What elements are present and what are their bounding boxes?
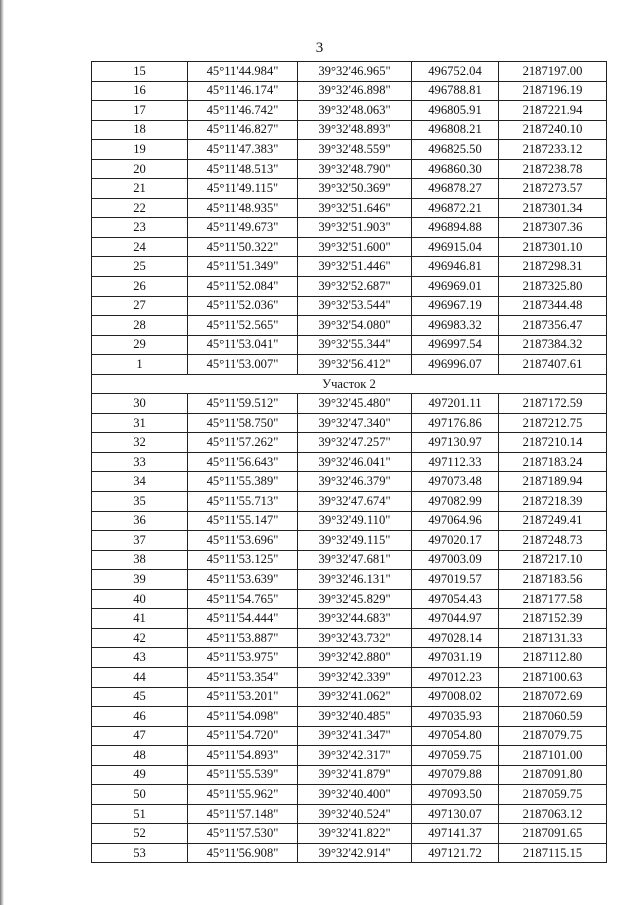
point-number-cell: 25: [92, 257, 188, 277]
x-coordinate-cell: 497121.72: [412, 843, 499, 863]
latitude-cell: 45°11'53.007": [188, 355, 298, 375]
x-coordinate-cell: 496983.32: [412, 316, 499, 336]
table-row: [92, 628, 607, 648]
y-coordinate-cell: 2187091.65: [499, 824, 607, 844]
longitude-cell: 39°32'42.317": [298, 746, 412, 766]
latitude-cell: 45°11'48.513": [188, 159, 298, 179]
point-number-cell: 42: [92, 628, 188, 648]
longitude-cell: 39°32'51.600": [298, 237, 412, 257]
table-row: [92, 765, 607, 785]
x-coordinate-cell: 497031.19: [412, 648, 499, 668]
point-number-cell: 16: [92, 81, 188, 101]
point-number-cell: 23: [92, 218, 188, 238]
x-coordinate-cell: 496915.04: [412, 237, 499, 257]
latitude-cell: 45°11'59.512": [188, 394, 298, 414]
latitude-cell: 45°11'57.530": [188, 824, 298, 844]
latitude-cell: 45°11'58.750": [188, 413, 298, 433]
latitude-cell: 45°11'53.696": [188, 531, 298, 551]
longitude-cell: 39°32'49.110": [298, 511, 412, 531]
x-coordinate-cell: 497093.50: [412, 785, 499, 805]
point-number-cell: 48: [92, 746, 188, 766]
x-coordinate-cell: 497035.93: [412, 707, 499, 727]
latitude-cell: 45°11'54.098": [188, 707, 298, 727]
longitude-cell: 39°32'45.480": [298, 394, 412, 414]
table-row: [92, 433, 607, 453]
point-number-cell: 1: [92, 355, 188, 375]
table-row: [92, 120, 607, 140]
x-coordinate-cell: 497176.86: [412, 413, 499, 433]
y-coordinate-cell: 2187112.80: [499, 648, 607, 668]
point-number-cell: 53: [92, 843, 188, 863]
y-coordinate-cell: 2187301.10: [499, 237, 607, 257]
point-number-cell: 38: [92, 550, 188, 570]
longitude-cell: 39°32'54.080": [298, 316, 412, 336]
x-coordinate-cell: 496860.30: [412, 159, 499, 179]
latitude-cell: 45°11'52.084": [188, 277, 298, 297]
y-coordinate-cell: 2187356.47: [499, 316, 607, 336]
table-row: [92, 531, 607, 551]
table-row: [92, 667, 607, 687]
section-title: Участок 2: [92, 374, 607, 394]
y-coordinate-cell: 2187131.33: [499, 628, 607, 648]
point-number-cell: 30: [92, 394, 188, 414]
point-number-cell: 28: [92, 316, 188, 336]
x-coordinate-cell: 497079.88: [412, 765, 499, 785]
longitude-cell: 39°32'46.379": [298, 472, 412, 492]
point-number-cell: 51: [92, 804, 188, 824]
latitude-cell: 45°11'54.765": [188, 589, 298, 609]
point-number-cell: 21: [92, 179, 188, 199]
section-row: [92, 374, 607, 394]
point-number-cell: 26: [92, 277, 188, 297]
table-row: [92, 413, 607, 433]
longitude-cell: 39°32'46.131": [298, 570, 412, 590]
latitude-cell: 45°11'53.975": [188, 648, 298, 668]
longitude-cell: 39°32'52.687": [298, 277, 412, 297]
table-row: [92, 726, 607, 746]
table-row: [92, 687, 607, 707]
point-number-cell: 34: [92, 472, 188, 492]
table-row: [92, 62, 607, 82]
x-coordinate-cell: 497112.33: [412, 452, 499, 472]
table-row: [92, 335, 607, 355]
longitude-cell: 39°32'49.115": [298, 531, 412, 551]
y-coordinate-cell: 2187079.75: [499, 726, 607, 746]
longitude-cell: 39°32'46.041": [298, 452, 412, 472]
table-row: [92, 472, 607, 492]
table-row: [92, 355, 607, 375]
x-coordinate-cell: 497054.43: [412, 589, 499, 609]
x-coordinate-cell: 496878.27: [412, 179, 499, 199]
x-coordinate-cell: 496788.81: [412, 81, 499, 101]
y-coordinate-cell: 2187307.36: [499, 218, 607, 238]
scan-edge-shadow: [0, 0, 4, 905]
longitude-cell: 39°32'55.344": [298, 335, 412, 355]
y-coordinate-cell: 2187407.61: [499, 355, 607, 375]
x-coordinate-cell: 496946.81: [412, 257, 499, 277]
x-coordinate-cell: 497059.75: [412, 746, 499, 766]
y-coordinate-cell: 2187301.34: [499, 198, 607, 218]
latitude-cell: 45°11'57.148": [188, 804, 298, 824]
y-coordinate-cell: 2187298.31: [499, 257, 607, 277]
point-number-cell: 20: [92, 159, 188, 179]
y-coordinate-cell: 2187238.78: [499, 159, 607, 179]
latitude-cell: 45°11'53.639": [188, 570, 298, 590]
x-coordinate-cell: 497130.07: [412, 804, 499, 824]
longitude-cell: 39°32'51.903": [298, 218, 412, 238]
y-coordinate-cell: 2187172.59: [499, 394, 607, 414]
latitude-cell: 45°11'54.444": [188, 609, 298, 629]
latitude-cell: 45°11'53.041": [188, 335, 298, 355]
latitude-cell: 45°11'54.893": [188, 746, 298, 766]
table-row: [92, 257, 607, 277]
x-coordinate-cell: 496894.88: [412, 218, 499, 238]
latitude-cell: 45°11'46.174": [188, 81, 298, 101]
y-coordinate-cell: 2187183.24: [499, 452, 607, 472]
longitude-cell: 39°32'47.340": [298, 413, 412, 433]
latitude-cell: 45°11'55.539": [188, 765, 298, 785]
table-row: [92, 785, 607, 805]
y-coordinate-cell: 2187233.12: [499, 140, 607, 160]
x-coordinate-cell: 496996.07: [412, 355, 499, 375]
longitude-cell: 39°32'46.965": [298, 62, 412, 82]
longitude-cell: 39°32'41.062": [298, 687, 412, 707]
latitude-cell: 45°11'55.389": [188, 472, 298, 492]
y-coordinate-cell: 2187072.69: [499, 687, 607, 707]
longitude-cell: 39°32'47.257": [298, 433, 412, 453]
table-row: [92, 179, 607, 199]
y-coordinate-cell: 2187060.59: [499, 707, 607, 727]
point-number-cell: 31: [92, 413, 188, 433]
table-row: [92, 492, 607, 512]
longitude-cell: 39°32'48.893": [298, 120, 412, 140]
y-coordinate-cell: 2187183.56: [499, 570, 607, 590]
point-number-cell: 37: [92, 531, 188, 551]
longitude-cell: 39°32'41.347": [298, 726, 412, 746]
point-number-cell: 24: [92, 237, 188, 257]
point-number-cell: 52: [92, 824, 188, 844]
longitude-cell: 39°32'51.646": [298, 198, 412, 218]
table-row: [92, 570, 607, 590]
longitude-cell: 39°32'41.822": [298, 824, 412, 844]
y-coordinate-cell: 2187196.19: [499, 81, 607, 101]
y-coordinate-cell: 2187384.32: [499, 335, 607, 355]
y-coordinate-cell: 2187091.80: [499, 765, 607, 785]
y-coordinate-cell: 2187344.48: [499, 296, 607, 316]
y-coordinate-cell: 2187197.00: [499, 62, 607, 82]
point-number-cell: 39: [92, 570, 188, 590]
table-row: [92, 511, 607, 531]
x-coordinate-cell: 497064.96: [412, 511, 499, 531]
table-row: [92, 452, 607, 472]
table-row: [92, 237, 607, 257]
x-coordinate-cell: 497082.99: [412, 492, 499, 512]
x-coordinate-cell: 497008.02: [412, 687, 499, 707]
longitude-cell: 39°32'40.524": [298, 804, 412, 824]
x-coordinate-cell: 496969.01: [412, 277, 499, 297]
point-number-cell: 40: [92, 589, 188, 609]
point-number-cell: 49: [92, 765, 188, 785]
table-row: [92, 804, 607, 824]
longitude-cell: 39°32'53.544": [298, 296, 412, 316]
table-row: [92, 101, 607, 121]
y-coordinate-cell: 2187249.41: [499, 511, 607, 531]
table-row: [92, 218, 607, 238]
latitude-cell: 45°11'51.349": [188, 257, 298, 277]
latitude-cell: 45°11'55.147": [188, 511, 298, 531]
x-coordinate-cell: 496967.19: [412, 296, 499, 316]
longitude-cell: 39°32'46.898": [298, 81, 412, 101]
longitude-cell: 39°32'45.829": [298, 589, 412, 609]
x-coordinate-cell: 496752.04: [412, 62, 499, 82]
table-row: [92, 316, 607, 336]
longitude-cell: 39°32'40.400": [298, 785, 412, 805]
latitude-cell: 45°11'46.742": [188, 101, 298, 121]
table-row: [92, 589, 607, 609]
longitude-cell: 39°32'42.914": [298, 843, 412, 863]
y-coordinate-cell: 2187218.39: [499, 492, 607, 512]
y-coordinate-cell: 2187100.63: [499, 667, 607, 687]
x-coordinate-cell: 497020.17: [412, 531, 499, 551]
table-row: [92, 81, 607, 101]
latitude-cell: 45°11'57.262": [188, 433, 298, 453]
coordinates-table: [91, 61, 607, 863]
y-coordinate-cell: 2187177.58: [499, 589, 607, 609]
x-coordinate-cell: 497201.11: [412, 394, 499, 414]
latitude-cell: 45°11'55.962": [188, 785, 298, 805]
point-number-cell: 33: [92, 452, 188, 472]
table-row: [92, 824, 607, 844]
point-number-cell: 18: [92, 120, 188, 140]
point-number-cell: 43: [92, 648, 188, 668]
table-row: [92, 648, 607, 668]
x-coordinate-cell: 497073.48: [412, 472, 499, 492]
y-coordinate-cell: 2187221.94: [499, 101, 607, 121]
latitude-cell: 45°11'53.125": [188, 550, 298, 570]
latitude-cell: 45°11'47.383": [188, 140, 298, 160]
latitude-cell: 45°11'49.115": [188, 179, 298, 199]
longitude-cell: 39°32'47.681": [298, 550, 412, 570]
y-coordinate-cell: 2187101.00: [499, 746, 607, 766]
y-coordinate-cell: 2187189.94: [499, 472, 607, 492]
table-row: [92, 843, 607, 863]
point-number-cell: 27: [92, 296, 188, 316]
longitude-cell: 39°32'42.880": [298, 648, 412, 668]
table-row: [92, 707, 607, 727]
point-number-cell: 15: [92, 62, 188, 82]
y-coordinate-cell: 2187059.75: [499, 785, 607, 805]
latitude-cell: 45°11'46.827": [188, 120, 298, 140]
latitude-cell: 45°11'48.935": [188, 198, 298, 218]
latitude-cell: 45°11'54.720": [188, 726, 298, 746]
y-coordinate-cell: 2187115.15: [499, 843, 607, 863]
latitude-cell: 45°11'55.713": [188, 492, 298, 512]
x-coordinate-cell: 496808.21: [412, 120, 499, 140]
x-coordinate-cell: 497028.14: [412, 628, 499, 648]
y-coordinate-cell: 2187063.12: [499, 804, 607, 824]
latitude-cell: 45°11'56.643": [188, 452, 298, 472]
y-coordinate-cell: 2187212.75: [499, 413, 607, 433]
table-row: [92, 296, 607, 316]
point-number-cell: 47: [92, 726, 188, 746]
longitude-cell: 39°32'48.063": [298, 101, 412, 121]
point-number-cell: 36: [92, 511, 188, 531]
page-number: 3: [315, 40, 324, 56]
point-number-cell: 41: [92, 609, 188, 629]
latitude-cell: 45°11'53.887": [188, 628, 298, 648]
latitude-cell: 45°11'44.984": [188, 62, 298, 82]
longitude-cell: 39°32'42.339": [298, 667, 412, 687]
x-coordinate-cell: 496872.21: [412, 198, 499, 218]
longitude-cell: 39°32'47.674": [298, 492, 412, 512]
table-row: [92, 198, 607, 218]
table-row: [92, 609, 607, 629]
longitude-cell: 39°32'44.683": [298, 609, 412, 629]
latitude-cell: 45°11'50.322": [188, 237, 298, 257]
x-coordinate-cell: 496805.91: [412, 101, 499, 121]
x-coordinate-cell: 497141.37: [412, 824, 499, 844]
latitude-cell: 45°11'52.565": [188, 316, 298, 336]
point-number-cell: 17: [92, 101, 188, 121]
latitude-cell: 45°11'53.354": [188, 667, 298, 687]
x-coordinate-cell: 496997.54: [412, 335, 499, 355]
point-number-cell: 45: [92, 687, 188, 707]
point-number-cell: 35: [92, 492, 188, 512]
longitude-cell: 39°32'56.412": [298, 355, 412, 375]
longitude-cell: 39°32'40.485": [298, 707, 412, 727]
longitude-cell: 39°32'41.879": [298, 765, 412, 785]
x-coordinate-cell: 497019.57: [412, 570, 499, 590]
point-number-cell: 46: [92, 707, 188, 727]
coordinates-table-body: [92, 62, 607, 863]
x-coordinate-cell: 497003.09: [412, 550, 499, 570]
y-coordinate-cell: 2187217.10: [499, 550, 607, 570]
x-coordinate-cell: 497054.80: [412, 726, 499, 746]
longitude-cell: 39°32'43.732": [298, 628, 412, 648]
table-row: [92, 550, 607, 570]
y-coordinate-cell: 2187325.80: [499, 277, 607, 297]
table-row: [92, 140, 607, 160]
latitude-cell: 45°11'52.036": [188, 296, 298, 316]
point-number-cell: 29: [92, 335, 188, 355]
point-number-cell: 44: [92, 667, 188, 687]
x-coordinate-cell: 497012.23: [412, 667, 499, 687]
point-number-cell: 19: [92, 140, 188, 160]
latitude-cell: 45°11'49.673": [188, 218, 298, 238]
table-row: [92, 394, 607, 414]
table-row: [92, 746, 607, 766]
x-coordinate-cell: 497044.97: [412, 609, 499, 629]
latitude-cell: 45°11'53.201": [188, 687, 298, 707]
y-coordinate-cell: 2187248.73: [499, 531, 607, 551]
y-coordinate-cell: 2187240.10: [499, 120, 607, 140]
latitude-cell: 45°11'56.908": [188, 843, 298, 863]
x-coordinate-cell: 497130.97: [412, 433, 499, 453]
point-number-cell: 50: [92, 785, 188, 805]
table-row: [92, 277, 607, 297]
y-coordinate-cell: 2187273.57: [499, 179, 607, 199]
x-coordinate-cell: 496825.50: [412, 140, 499, 160]
table-row: [92, 159, 607, 179]
point-number-cell: 22: [92, 198, 188, 218]
longitude-cell: 39°32'48.559": [298, 140, 412, 160]
y-coordinate-cell: 2187210.14: [499, 433, 607, 453]
longitude-cell: 39°32'50.369": [298, 179, 412, 199]
longitude-cell: 39°32'48.790": [298, 159, 412, 179]
longitude-cell: 39°32'51.446": [298, 257, 412, 277]
y-coordinate-cell: 2187152.39: [499, 609, 607, 629]
point-number-cell: 32: [92, 433, 188, 453]
